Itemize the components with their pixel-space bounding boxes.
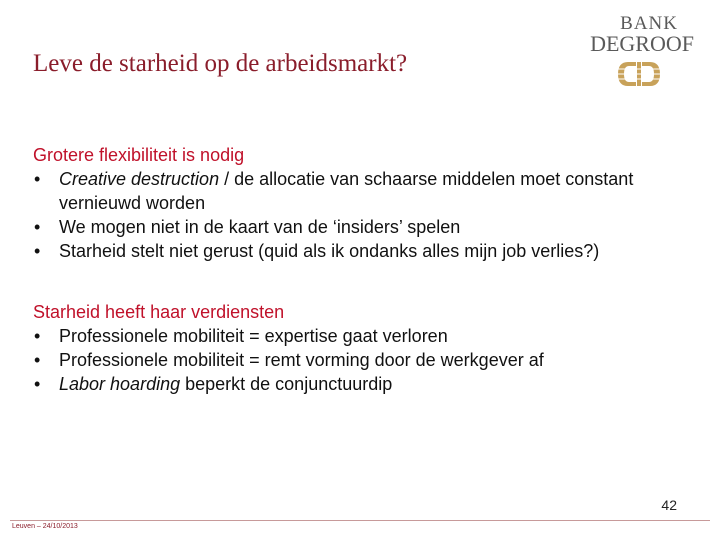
bullet-marker: • [34,374,41,394]
list-item [33,215,693,239]
bullet-marker: • [34,350,41,370]
italic-term: Labor hoarding [59,374,181,394]
list-item [33,239,693,263]
bullet-text: We mogen niet in de kaart van de ‘insiders’ spelen [59,217,461,237]
footer-text: Leuven – 24/10/2013 [12,523,78,530]
section-heading: Grotere flexibiliteit is nodig [33,145,245,165]
italic-term: Creative destruction [59,169,220,189]
bullet-marker: • [34,217,41,237]
logo-line-degroof: DEGROOF [590,31,694,56]
logo-line-bank: BANK [620,13,678,34]
bullet-list [33,324,693,396]
degroof-emblem-icon [616,60,662,88]
bullet-text: Professionele mobiliteit = remt vorming door de werkgever af [59,350,544,370]
bullet-list [33,167,693,263]
footer-divider [10,520,710,521]
section-rigidity-merits [33,300,693,396]
bank-degroof-logo [584,14,694,94]
list-item [33,167,693,215]
bullet-marker: • [34,326,41,346]
section-flexibility [33,143,693,263]
bullet-marker: • [34,169,41,189]
page-number: 42 [661,497,677,513]
list-item [33,348,693,372]
bullet-text: Professionele mobiliteit = expertise gaat verloren [59,326,448,346]
bullet-text: beperkt de conjunctuurdip [180,374,393,394]
list-item [33,324,693,348]
bullet-marker: • [34,241,41,261]
bullet-text: Starheid stelt niet gerust (quid als ik ondanks alles mijn job verlies?) [59,241,600,261]
section-heading: Starheid heeft haar verdiensten [33,302,285,322]
slide-title: Leve de starheid op de arbeidsmarkt? [33,50,408,77]
list-item [33,372,693,396]
bullet-text: / de allocatie van schaarse middelen moet constant vernieuwd worden [59,169,634,213]
slide-content [33,143,693,396]
